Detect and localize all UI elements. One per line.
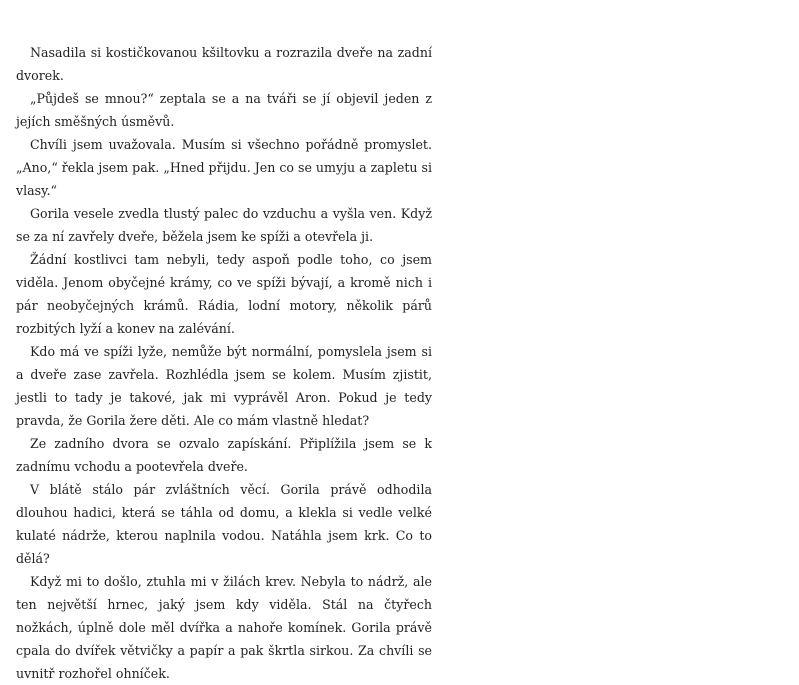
paragraph: Když mi to došlo, ztuhla mi v žilách krev. Nebyla to nádrž, ale ten největší hrnec, jaký jsem kdy viděla. Stál na čtyřech nožkách, úplně dole měl dvířka a nahoře komínek. Gorila právě cpala do dvířek větvičky a papír a pak škrtla sirkou. Za chvíli se uvnitř rozhořel ohníček. (16, 574, 432, 681)
paragraph: Žádní kostlivci tam nebyli, tedy aspoň podle toho, co jsem viděla. Jenom obyčejné krámy, co ve spíži bývají, a kromě nich i pár neobyčejných krámů. Rádia, lodní motory, několik párů rozbitých lyží a konev na zalévání. (16, 252, 432, 336)
paragraph: Chvíli jsem uvažovala. Musím si všechno pořádně promyslet. „Ano,“ řekla jsem pak. „Hned přijdu. Jen co se umyju a zapletu si vlasy.“ (16, 137, 432, 198)
paragraph: Nasadila si kostičkovanou kšiltovku a rozrazila dveře na zadní dvorek. (16, 45, 432, 83)
paragraph: Gorila vesele zvedla tlustý palec do vzduchu a vyšla ven. Když se za ní zavřely dveře, běžela jsem ke spíži a otevřela ji. (16, 206, 432, 244)
paragraph: V blátě stálo pár zvláštních věcí. Gorila právě odhodila dlouhou hadici, která se táhla od domu, a klekla si vedle velké kulaté nádrže, kterou naplnila vodou. Natáhla jsem krk. Co to dělá? (16, 482, 432, 566)
paragraph: „Půjdeš se mnou?“ zeptala se a na tváři se jí objevil jeden z jejích směšných úsměvů. (16, 91, 432, 129)
paragraph: Kdo má ve spíži lyže, nemůže být normální, pomyslela jsem si a dveře zase zavřela. Rozhlédla jsem se kolem. Musím zjistit, jestli to tady je takové, jak mi vyprávěl Aron. Pokud je tedy pravda, že Gorila žere děti. Ale co mám vlastně hledat? (16, 344, 432, 428)
paragraph: Ze zadního dvora se ozvalo zapískání. Připlížila jsem se k zadnímu vchodu a pootevřela dveře. (16, 436, 432, 474)
book-page-text (16, 41, 432, 685)
